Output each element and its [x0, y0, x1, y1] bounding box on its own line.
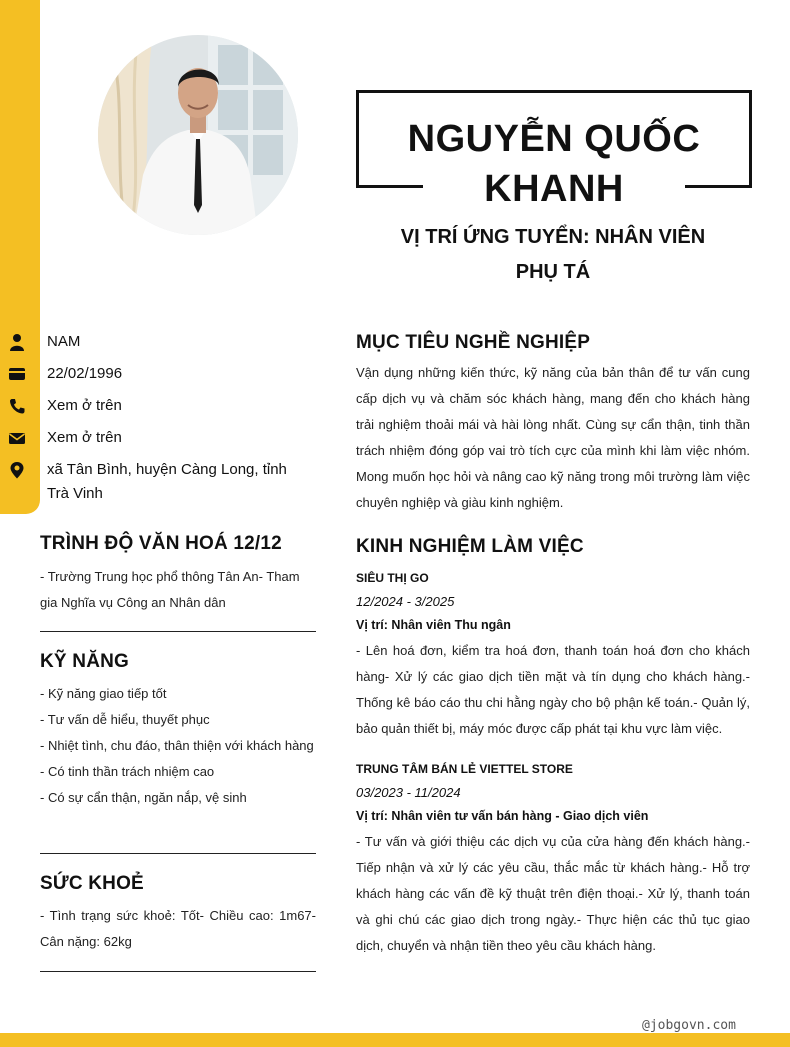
phone-icon [8, 397, 26, 415]
education-title: TRÌNH ĐỘ VĂN HOÁ 12/12 [40, 533, 282, 554]
skill-item: - Có sự cẩn thận, ngăn nắp, vệ sinh [40, 790, 247, 805]
phone-value: Xem ở trên [47, 397, 122, 414]
divider [40, 631, 316, 632]
applied-position: VỊ TRÍ ỨNG TUYỂN: NHÂN VIÊN PHỤ TÁ [400, 226, 706, 283]
objective-title: MỤC TIÊU NGHỀ NGHIỆP [356, 332, 591, 353]
skills-list [40, 681, 316, 811]
job-company: TRUNG TÂM BÁN LẺ VIETTEL STORE [356, 762, 573, 776]
bottom-accent-bar [0, 1033, 790, 1047]
experience-title: KINH NGHIỆM LÀM VIỆC [356, 536, 584, 557]
skill-item: - Tư vấn dễ hiểu, thuyết phục [40, 712, 210, 727]
person-icon [8, 333, 26, 351]
objective-text: Vận dụng những kiến thức, kỹ năng của bản thân để tư vấn cung cấp dịch vụ và chăm sóc khách hàng, mang đến cho khách hàng trải nghiệm thoải mái và hài lòng nhất. Cùng sự cẩn thận, tinh thần trách nhiệm đóng góp vai trò tích cực của mình khi làm việc nhóm. Mong muốn học hỏi và nâng cao kỹ năng trong môi trường làm việc chuyên nghiệp và giàu kinh nghiệm. [356, 365, 750, 510]
job-description: - Tư vấn và giới thiệu các dịch vụ của cửa hàng đến khách hàng.- Tiếp nhận và xử lý các yêu cầu, thắc mắc từ khách hàng.- Hỗ trợ khách hàng các vấn đề kỹ thuật trên điện thoại.- Xử lý, thanh toán và ghi chú các giao dịch trong ngày.- Thực hiện các thủ tục giao dịch, chuyển và nhận tiền theo yêu cầu khách hàng. [356, 834, 750, 953]
health-title: SỨC KHOẺ [40, 873, 144, 894]
health-text: - Tình trạng sức khoẻ: Tốt- Chiều cao: 1m67- Cân nặng: 62kg [40, 908, 316, 949]
mail-icon [8, 429, 26, 447]
email-value: Xem ở trên [47, 429, 122, 446]
location-pin-icon [8, 461, 26, 479]
job-date: 03/2023 - 11/2024 [356, 785, 461, 800]
education-text: - Trường Trung học phổ thông Tân An- Tham gia Nghĩa vụ Công an Nhân dân [40, 569, 300, 610]
job-company: SIÊU THỊ GO [356, 571, 429, 585]
job-date: 12/2024 - 3/2025 [356, 594, 455, 609]
calendar-card-icon [8, 365, 26, 383]
birthday-value: 22/02/1996 [47, 365, 123, 382]
skill-item: - Nhiệt tình, chu đáo, thân thiện với khách hàng [40, 738, 314, 753]
divider [40, 853, 316, 854]
watermark: @jobgovn.com [642, 1018, 736, 1033]
skills-title: KỸ NĂNG [40, 651, 130, 672]
skill-item: - Có tinh thần trách nhiệm cao [40, 764, 215, 779]
job-role: Vị trí: Nhân viên tư vấn bán hàng - Giao dịch viên [356, 809, 649, 823]
address-value: xã Tân Bình, huyện Càng Long, tỉnh Trà Vinh [47, 461, 287, 502]
job-role: Vị trí: Nhân viên Thu ngân [356, 618, 511, 632]
skill-item: - Kỹ năng giao tiếp tốt [40, 686, 167, 701]
gender-value: NAM [47, 333, 81, 350]
divider [40, 971, 316, 972]
job-description: - Lên hoá đơn, kiểm tra hoá đơn, thanh toán hoá đơn cho khách hàng- Xử lý các giao dịch tiền mặt và tín dụng cho khách hàng.- Thống kê báo cáo thu chi hằng ngày cho bộ phận kế toán.- Quản lý, bảo quản thiết bị, máy móc được cấp phát tại khu vực làm việc. [356, 643, 750, 736]
profile-photo [98, 35, 298, 235]
candidate-name: NGUYỄN QUỐC KHANH [407, 118, 701, 210]
